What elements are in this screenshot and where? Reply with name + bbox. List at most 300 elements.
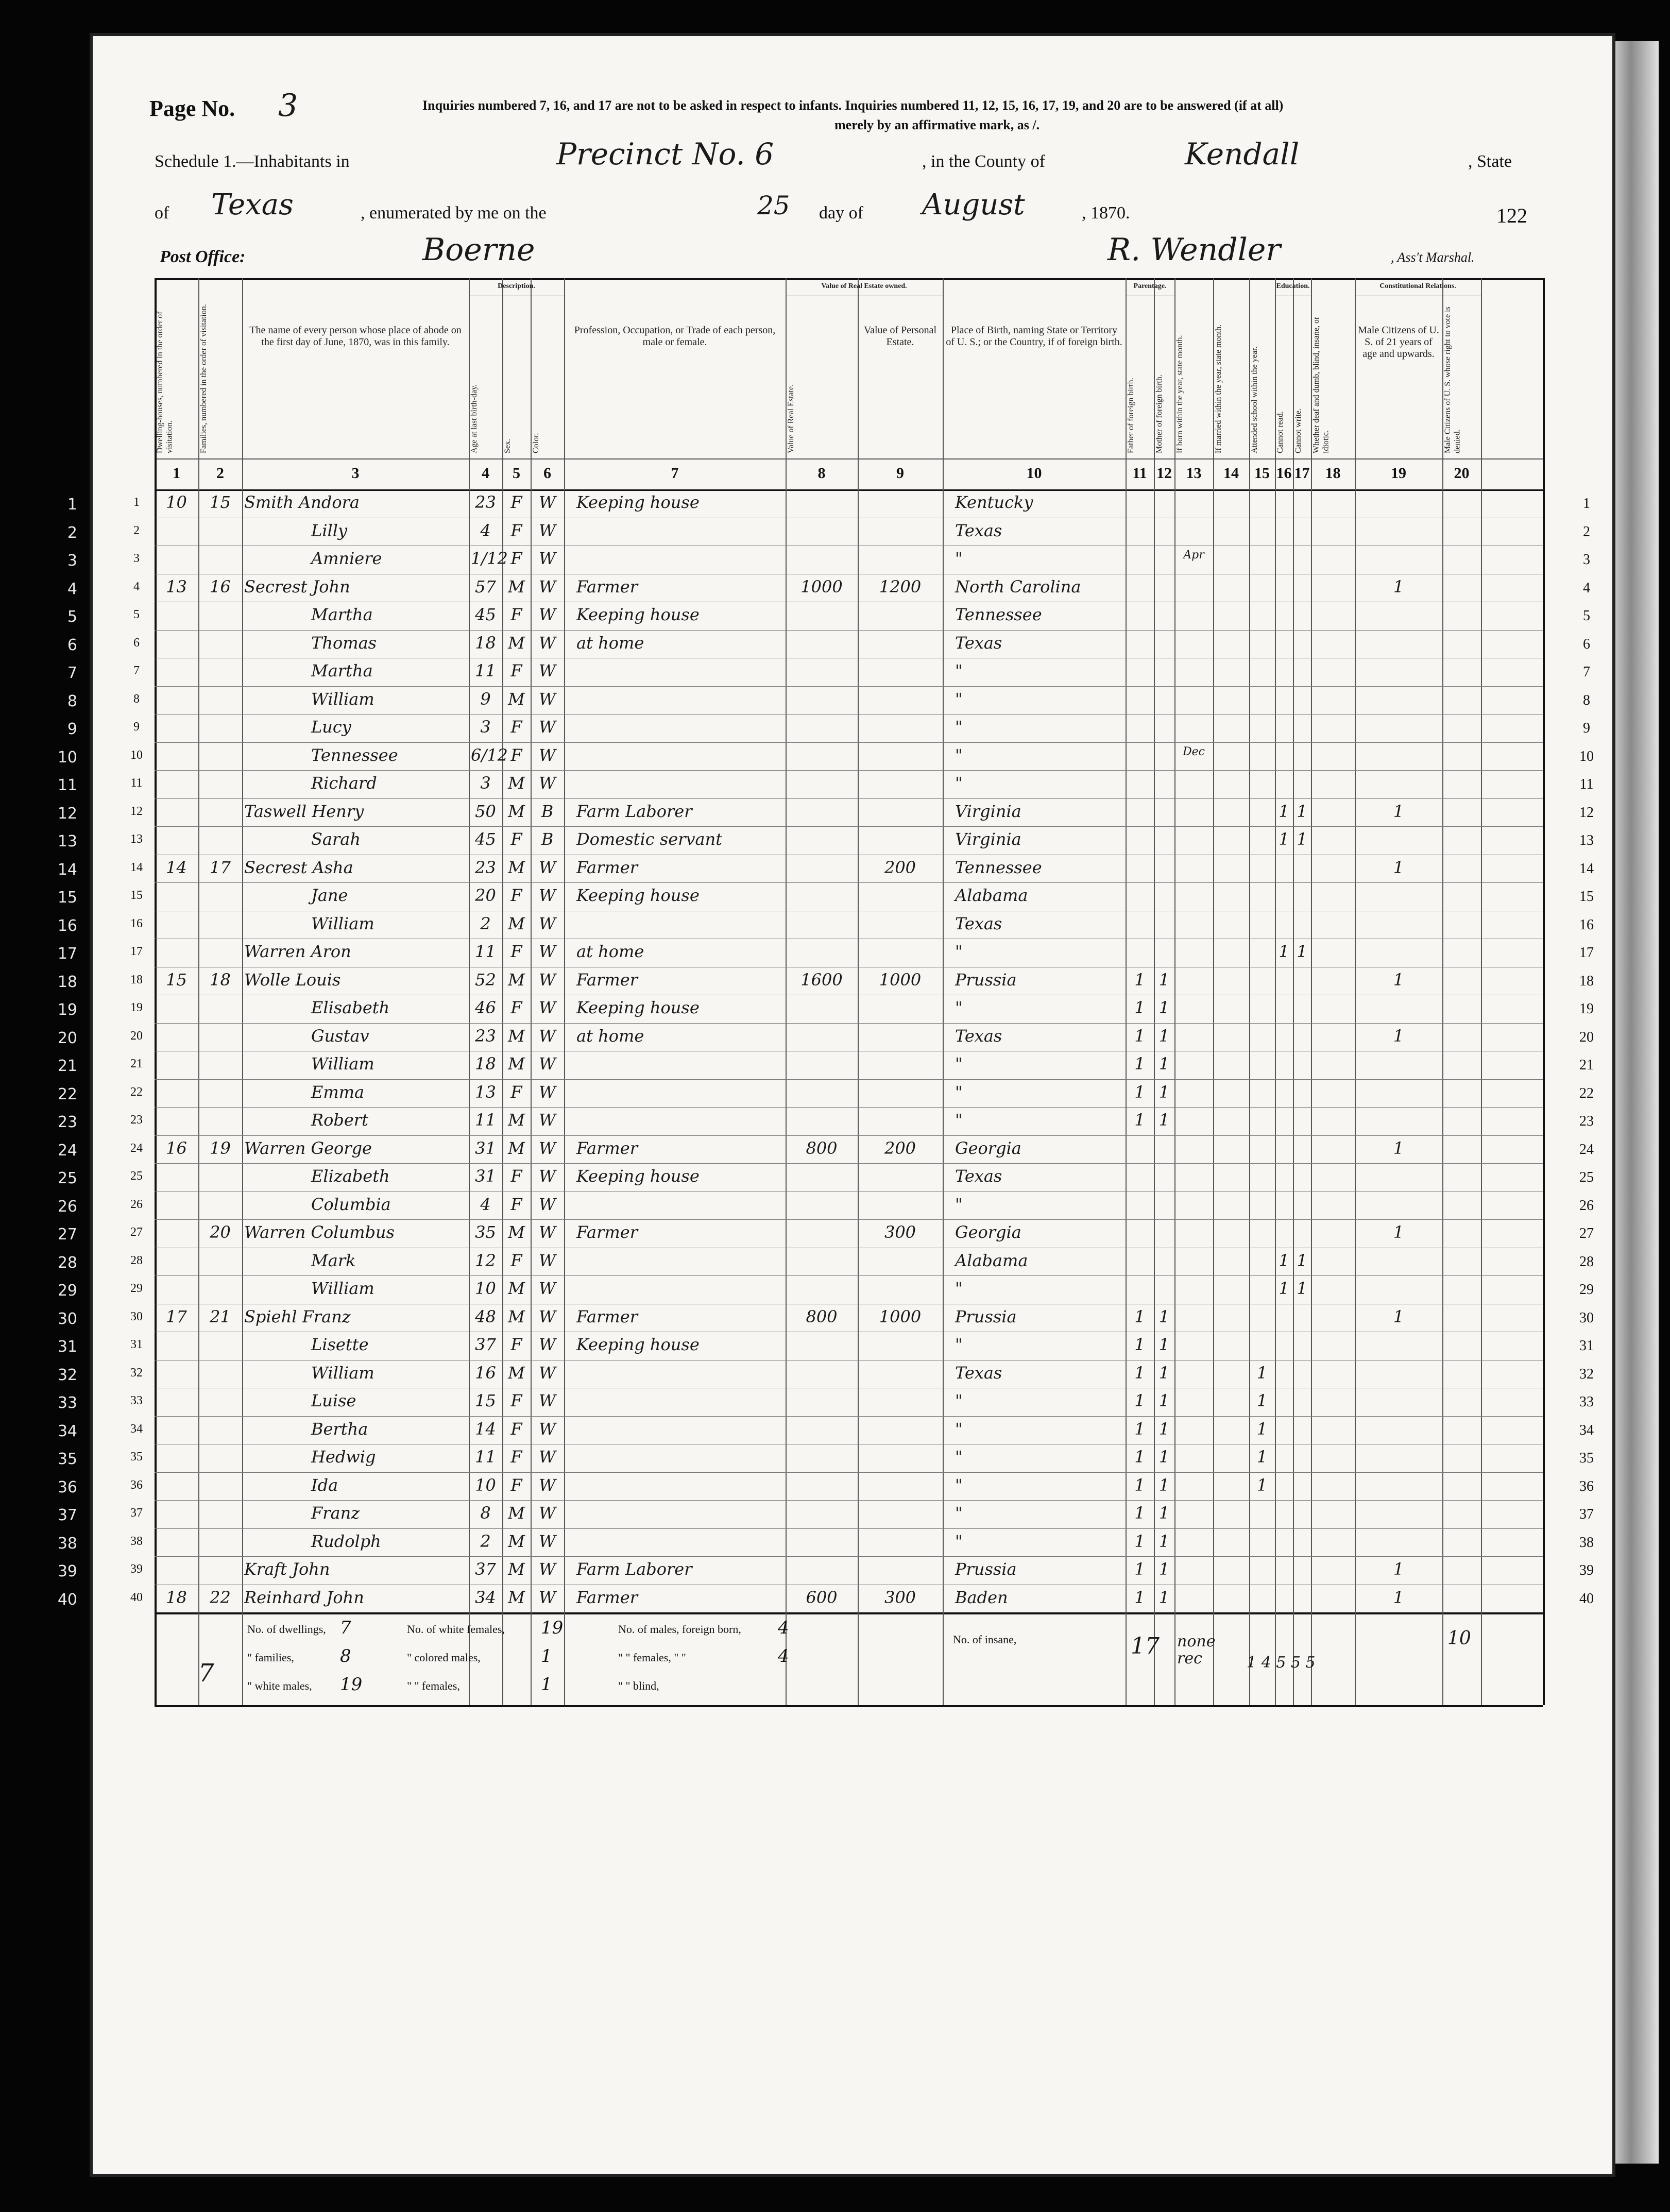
right-line-number: 6 xyxy=(1583,636,1590,652)
cell-occ: Farm Laborer xyxy=(576,801,692,821)
cell-name: Columbia xyxy=(311,1194,391,1214)
cell-name: Mark xyxy=(311,1250,356,1270)
column-header-8: Value of Real Estate. xyxy=(787,384,795,453)
cell-sch: 1 xyxy=(1256,1391,1268,1410)
column-number-11: 11 xyxy=(1132,465,1147,482)
cell-m: 1 xyxy=(1158,1531,1170,1551)
females-foreign-label: " " females, " " xyxy=(618,1651,686,1664)
right-line-number: 38 xyxy=(1579,1534,1594,1551)
cell-birth: Prussia xyxy=(955,969,1017,990)
cell-sex: M xyxy=(508,576,525,597)
cell-dw: 18 xyxy=(166,1587,187,1607)
cell-name: Bertha xyxy=(311,1419,368,1439)
cell-birth: Texas xyxy=(955,520,1002,540)
summary-col1-total: 7 xyxy=(198,1659,214,1688)
cell-m: 1 xyxy=(1158,1419,1170,1439)
cell-age: 11 xyxy=(475,1110,496,1130)
row-divider xyxy=(155,1500,1543,1501)
cell-sex: M xyxy=(508,969,525,990)
cell-age: 37 xyxy=(475,1559,496,1579)
inner-line-number: 37 xyxy=(130,1506,143,1520)
cell-f: 1 xyxy=(1134,1475,1145,1495)
column-divider xyxy=(198,278,199,1705)
cell-name: Sarah xyxy=(311,829,361,849)
cell-occ: Farm Laborer xyxy=(576,1559,692,1579)
column-header-12: Mother of foreign birth. xyxy=(1155,375,1164,453)
right-line-number: 15 xyxy=(1579,889,1594,905)
cell-name: Smith Andora xyxy=(244,492,360,512)
cell-age: 37 xyxy=(475,1335,496,1354)
cell-dw: 17 xyxy=(166,1306,187,1326)
cell-color: W xyxy=(539,913,556,933)
cell-sch: 1 xyxy=(1256,1363,1268,1383)
cell-birth: " xyxy=(955,1279,963,1298)
right-line-number: 9 xyxy=(1583,720,1590,736)
cell-sex: F xyxy=(510,549,522,568)
left-line-number: 35 xyxy=(57,1450,77,1468)
cell-birth: Baden xyxy=(955,1587,1008,1607)
column-header-9: Value of Personal Estate. xyxy=(863,325,937,348)
column-header-10: Place of Birth, naming State or Territory of U. S.; or the Country, if of foreign birth. xyxy=(946,325,1122,348)
cell-age: 8 xyxy=(480,1503,491,1523)
colored-females-value: 1 xyxy=(541,1674,552,1695)
cell-birth: Georgia xyxy=(955,1138,1021,1158)
cell-f: 1 xyxy=(1134,998,1145,1017)
column-header-7: Profession, Occupation, or Trade of each person, male or female. xyxy=(574,325,776,348)
cell-cit: 1 xyxy=(1393,801,1404,821)
cell-birth: " xyxy=(955,1503,963,1523)
right-line-number: 32 xyxy=(1579,1366,1594,1382)
table-bottom-border xyxy=(155,1612,1543,1614)
inner-line-number: 23 xyxy=(130,1113,143,1127)
left-line-number: 39 xyxy=(57,1562,77,1580)
enumeration-day: 25 xyxy=(757,191,790,220)
right-line-number: 24 xyxy=(1579,1141,1594,1158)
left-line-number: 9 xyxy=(67,720,77,738)
cell-color: W xyxy=(539,969,556,990)
column-divider xyxy=(1275,278,1276,1705)
cell-fam: 18 xyxy=(210,969,231,990)
cell-color: W xyxy=(539,1279,556,1298)
column-divider xyxy=(1442,278,1443,1705)
cell-dw: 16 xyxy=(166,1138,187,1158)
cell-birth: Texas xyxy=(955,1363,1002,1383)
row-divider xyxy=(155,630,1543,631)
inner-line-number: 12 xyxy=(130,804,143,818)
cell-birth: " xyxy=(955,1082,963,1102)
cell-birth: Alabama xyxy=(955,1250,1028,1270)
cell-sex: M xyxy=(508,633,525,653)
column-header-4: Age at last birth-day. xyxy=(470,384,479,453)
cell-name: Martha xyxy=(311,661,373,680)
cell-f: 1 xyxy=(1134,969,1145,990)
cell-f: 1 xyxy=(1134,1110,1145,1130)
cell-name: Jane xyxy=(311,886,348,905)
left-line-number: 8 xyxy=(67,692,77,710)
cell-color: W xyxy=(539,1475,556,1495)
colored-females-label: " " females, xyxy=(407,1679,460,1692)
cell-age: 10 xyxy=(475,1279,496,1298)
schedule-label: Schedule 1.—Inhabitants in xyxy=(155,152,350,171)
cell-color: W xyxy=(539,1082,556,1102)
cell-name: Taswell Henry xyxy=(244,801,364,821)
cell-cit: 1 xyxy=(1393,1026,1404,1046)
cell-birth: Georgia xyxy=(955,1222,1021,1242)
cell-name: Emma xyxy=(311,1082,365,1102)
cell-f: 1 xyxy=(1134,1447,1145,1467)
cell-m: 1 xyxy=(1158,1306,1170,1326)
cell-m: 1 xyxy=(1158,1475,1170,1495)
right-line-number: 29 xyxy=(1579,1282,1594,1298)
cell-birth: " xyxy=(955,1447,963,1467)
cell-color: W xyxy=(539,886,556,905)
cell-cit: 1 xyxy=(1393,576,1404,597)
page-number-label: Page No. xyxy=(149,96,235,121)
column-number-5: 5 xyxy=(513,465,520,482)
cell-sex: M xyxy=(508,1559,525,1579)
cell-color: W xyxy=(539,1026,556,1046)
blind-label: " " blind, xyxy=(618,1679,659,1692)
column-header-5: Sex. xyxy=(503,439,512,453)
summary-bottom-border xyxy=(155,1705,1543,1707)
inner-line-number: 20 xyxy=(130,1029,143,1043)
column-number-19: 19 xyxy=(1391,465,1406,482)
marshal-signature: R. Wendler xyxy=(1107,232,1281,268)
cell-color: W xyxy=(539,1166,556,1186)
column-divider xyxy=(1293,278,1294,1705)
county-label: , in the County of xyxy=(922,152,1045,171)
inner-line-number: 25 xyxy=(130,1169,143,1183)
cell-color: W xyxy=(539,1559,556,1579)
column-divider xyxy=(242,278,243,1705)
cell-f: 1 xyxy=(1134,1503,1145,1523)
inner-line-number: 24 xyxy=(130,1141,143,1155)
column-number-6: 6 xyxy=(543,465,551,482)
left-line-number: 11 xyxy=(57,776,77,794)
right-line-number: 26 xyxy=(1579,1197,1594,1214)
cell-f: 1 xyxy=(1134,1054,1145,1074)
cell-dw: 14 xyxy=(166,857,187,877)
cell-m: 1 xyxy=(1158,1335,1170,1354)
cell-sex: F xyxy=(510,492,522,512)
left-line-number: 32 xyxy=(57,1366,77,1384)
cell-name: Robert xyxy=(311,1110,368,1130)
right-line-number: 5 xyxy=(1583,608,1590,624)
right-line-number: 14 xyxy=(1579,860,1594,877)
cell-f: 1 xyxy=(1134,1391,1145,1410)
left-line-number: 34 xyxy=(57,1422,77,1440)
left-line-number: 23 xyxy=(57,1113,77,1131)
right-line-number: 18 xyxy=(1579,973,1594,989)
left-line-number: 26 xyxy=(57,1197,77,1216)
column-header-17: Cannot write. xyxy=(1294,408,1303,453)
cell-rd: 1 xyxy=(1279,942,1289,961)
cell-age: 3 xyxy=(480,773,491,793)
cell-age: 4 xyxy=(480,1194,491,1214)
cell-age: 34 xyxy=(475,1587,496,1607)
cell-m: 1 xyxy=(1158,1447,1170,1467)
cell-birth: " xyxy=(955,1335,963,1354)
cell-born: Apr xyxy=(1183,549,1204,561)
column-divider xyxy=(1154,278,1155,1705)
cell-color: W xyxy=(539,492,556,512)
cell-sex: M xyxy=(508,1306,525,1326)
cell-name: Lucy xyxy=(311,717,351,737)
parentage-group-header: Parentage. xyxy=(1133,282,1167,290)
left-line-number: 30 xyxy=(57,1309,77,1328)
cell-m: 1 xyxy=(1158,1054,1170,1074)
cell-color: W xyxy=(539,1391,556,1410)
column-number-12: 12 xyxy=(1156,465,1172,482)
cell-sex: M xyxy=(508,1531,525,1551)
cell-color: W xyxy=(539,857,556,877)
row-divider xyxy=(155,1556,1543,1557)
right-line-number: 33 xyxy=(1579,1394,1594,1410)
left-line-number: 14 xyxy=(57,860,77,879)
cell-color: W xyxy=(539,717,556,737)
cell-sex: F xyxy=(510,661,522,680)
inner-line-number: 30 xyxy=(130,1309,143,1323)
inner-line-number: 21 xyxy=(130,1057,143,1070)
cell-rd: 1 xyxy=(1279,1279,1289,1298)
column-divider xyxy=(1213,278,1214,1705)
cell-name: William xyxy=(311,1054,374,1074)
cell-name: William xyxy=(311,913,374,933)
inner-line-number: 38 xyxy=(130,1534,143,1548)
right-line-number: 20 xyxy=(1579,1029,1594,1045)
column-number-3: 3 xyxy=(351,465,360,482)
cell-color: W xyxy=(539,1194,556,1214)
left-line-number: 40 xyxy=(57,1590,77,1609)
cell-occ: Farmer xyxy=(576,1138,638,1158)
row-divider xyxy=(155,1416,1543,1417)
cell-name: Spiehl Franz xyxy=(244,1306,351,1326)
dwellings-value: 7 xyxy=(340,1618,351,1638)
cell-pe: 300 xyxy=(884,1222,916,1242)
cell-occ: Farmer xyxy=(576,1587,638,1607)
right-line-number: 16 xyxy=(1579,916,1594,933)
cell-birth: Tennessee xyxy=(955,857,1042,877)
cell-sch: 1 xyxy=(1256,1419,1268,1439)
cell-m: 1 xyxy=(1158,1110,1170,1130)
cell-sex: F xyxy=(510,1250,522,1270)
cell-fam: 20 xyxy=(210,1222,231,1242)
right-line-number: 3 xyxy=(1583,552,1590,568)
right-line-number: 22 xyxy=(1579,1085,1594,1101)
inner-line-number: 4 xyxy=(133,580,140,593)
cell-color: W xyxy=(539,1587,556,1607)
cell-name: Wolle Louis xyxy=(244,969,341,990)
left-line-number: 5 xyxy=(67,608,77,626)
right-line-number: 23 xyxy=(1579,1113,1594,1129)
constitutional-group-header: Constitutional Relations. xyxy=(1379,282,1456,290)
females-foreign-value: 4 xyxy=(778,1646,789,1666)
inner-line-number: 6 xyxy=(133,636,140,650)
cell-age: 4 xyxy=(480,520,491,540)
cell-f: 1 xyxy=(1134,1363,1145,1383)
column-header-16: Cannot read. xyxy=(1276,411,1285,453)
parent-tally: 17 xyxy=(1131,1633,1160,1659)
description-group-header: Description. xyxy=(498,282,535,290)
inner-line-number: 8 xyxy=(133,692,140,706)
cell-name: Luise xyxy=(311,1391,356,1410)
column-header-13: If born within the year, state month. xyxy=(1175,335,1184,453)
cell-name: Warren Columbus xyxy=(244,1222,395,1242)
right-line-number: 36 xyxy=(1579,1478,1594,1494)
cell-sex: F xyxy=(510,717,522,737)
cell-name: Martha xyxy=(311,605,373,624)
left-line-number: 21 xyxy=(57,1057,77,1075)
education-group-header: Education. xyxy=(1276,282,1310,290)
row-divider xyxy=(155,1528,1543,1529)
cell-birth: Texas xyxy=(955,633,1002,653)
cell-sex: F xyxy=(510,1447,522,1467)
cell-m: 1 xyxy=(1158,1026,1170,1046)
column-number-20: 20 xyxy=(1454,465,1470,482)
inner-line-number: 31 xyxy=(130,1338,143,1351)
cell-color: W xyxy=(539,942,556,961)
cell-born: Dec xyxy=(1183,745,1205,758)
column-divider xyxy=(1355,278,1356,1705)
of-label: of xyxy=(155,203,169,223)
inner-line-number: 7 xyxy=(133,664,140,677)
left-line-number: 33 xyxy=(57,1394,77,1412)
cell-age: 23 xyxy=(475,1026,496,1046)
white-males-label: " white males, xyxy=(247,1679,312,1692)
cell-birth: Texas xyxy=(955,1166,1002,1186)
cell-age: 11 xyxy=(475,942,496,961)
cell-age: 23 xyxy=(475,492,496,512)
cell-color: W xyxy=(539,1419,556,1439)
cell-sex: F xyxy=(510,745,522,765)
right-line-number: 39 xyxy=(1579,1562,1594,1578)
inner-line-number: 26 xyxy=(130,1197,143,1211)
cell-sex: M xyxy=(508,913,525,933)
cell-fam: 19 xyxy=(210,1138,231,1158)
cell-birth: " xyxy=(955,1391,963,1410)
column-header-2: Families, numbered in the order of visitation. xyxy=(199,304,208,453)
colored-males-value: 1 xyxy=(541,1646,552,1666)
cell-cit: 1 xyxy=(1393,1222,1404,1242)
cell-name: Ida xyxy=(311,1475,338,1495)
row-divider xyxy=(155,1275,1543,1276)
cell-occ: Domestic servant xyxy=(576,829,723,849)
cell-sex: F xyxy=(510,1166,522,1186)
cell-age: 1/12 xyxy=(471,549,508,568)
inner-line-number: 29 xyxy=(130,1282,143,1295)
row-divider xyxy=(155,1079,1543,1080)
cell-rd: 1 xyxy=(1279,801,1289,821)
left-line-number: 29 xyxy=(57,1282,77,1300)
left-line-number: 22 xyxy=(57,1085,77,1103)
row-divider xyxy=(155,826,1543,827)
cell-birth: Prussia xyxy=(955,1306,1017,1326)
white-females-value: 19 xyxy=(541,1618,564,1638)
binding-spine xyxy=(1612,41,1659,2164)
cell-color: W xyxy=(539,1306,556,1326)
cell-name: Hedwig xyxy=(311,1447,376,1467)
males-foreign-value: 4 xyxy=(778,1618,789,1638)
column-header-6: Color. xyxy=(532,433,540,453)
left-line-number: 36 xyxy=(57,1478,77,1496)
cell-m: 1 xyxy=(1158,969,1170,990)
cell-fam: 16 xyxy=(210,576,231,597)
left-line-number: 6 xyxy=(67,636,77,654)
cell-birth: Virginia xyxy=(955,801,1021,821)
right-line-number: 31 xyxy=(1579,1338,1594,1354)
cell-cit: 1 xyxy=(1393,1559,1404,1579)
cell-age: 31 xyxy=(475,1166,496,1186)
enumerated-label: , enumerated by me on the xyxy=(361,203,547,223)
cell-rd: 1 xyxy=(1279,829,1289,849)
enumeration-year: , 1870. xyxy=(1082,203,1130,223)
inner-line-number: 15 xyxy=(130,889,143,902)
cell-color: B xyxy=(541,801,554,821)
left-line-number: 4 xyxy=(67,580,77,598)
cell-f: 1 xyxy=(1134,1531,1145,1551)
cell-age: 23 xyxy=(475,857,496,877)
column-header-18: Whether deaf and dumb, blind, insane, or idiotic. xyxy=(1312,316,1331,453)
inner-line-number: 11 xyxy=(130,776,143,790)
cell-age: 2 xyxy=(480,913,491,933)
cell-color: W xyxy=(539,773,556,793)
cell-cit: 1 xyxy=(1393,1587,1404,1607)
cell-sex: F xyxy=(510,886,522,905)
cell-occ: Keeping house xyxy=(576,492,700,512)
cell-sex: M xyxy=(508,1363,525,1383)
column-header-11: Father of foreign birth. xyxy=(1127,378,1135,453)
column-divider xyxy=(858,278,859,1705)
day-of-label: day of xyxy=(819,203,863,223)
cell-f: 1 xyxy=(1134,1419,1145,1439)
cell-birth: " xyxy=(955,1194,963,1214)
cell-occ: at home xyxy=(576,633,644,653)
cell-name: Secrest Asha xyxy=(244,857,353,877)
cell-fam: 21 xyxy=(210,1306,231,1326)
column-header-1: Dwelling-houses, numbered in the order of visitation. xyxy=(156,311,174,453)
cell-m: 1 xyxy=(1158,1082,1170,1102)
right-line-number: 37 xyxy=(1579,1506,1594,1522)
cell-f: 1 xyxy=(1134,1082,1145,1102)
cell-birth: " xyxy=(955,1475,963,1495)
right-line-number: 27 xyxy=(1579,1226,1594,1241)
cell-pe: 1000 xyxy=(879,969,922,990)
left-line-number: 24 xyxy=(57,1141,77,1160)
cell-age: 11 xyxy=(475,1447,496,1467)
cell-sex: M xyxy=(508,1110,525,1130)
column-divider xyxy=(1174,278,1175,1705)
post-office-label: Post Office: xyxy=(160,247,246,266)
cell-name: Franz xyxy=(311,1503,360,1523)
cell-color: W xyxy=(539,689,556,709)
cell-dw: 10 xyxy=(166,492,187,512)
left-line-number: 38 xyxy=(57,1534,77,1553)
cell-occ: Farmer xyxy=(576,576,638,597)
inner-line-number: 40 xyxy=(130,1590,143,1604)
cell-name: Gustav xyxy=(311,1026,369,1046)
cell-birth: Tennessee xyxy=(955,605,1042,624)
right-line-number: 40 xyxy=(1579,1590,1594,1607)
column-number-1: 1 xyxy=(173,465,180,482)
row-divider xyxy=(155,770,1543,771)
marshal-label: , Ass't Marshal. xyxy=(1391,250,1475,265)
left-line-number: 28 xyxy=(57,1253,77,1272)
cell-occ: Keeping house xyxy=(576,1335,700,1354)
table-top-border xyxy=(155,278,1543,280)
cell-f: 1 xyxy=(1134,1026,1145,1046)
cell-sex: M xyxy=(508,1026,525,1046)
cell-cit: 1 xyxy=(1393,1306,1404,1326)
